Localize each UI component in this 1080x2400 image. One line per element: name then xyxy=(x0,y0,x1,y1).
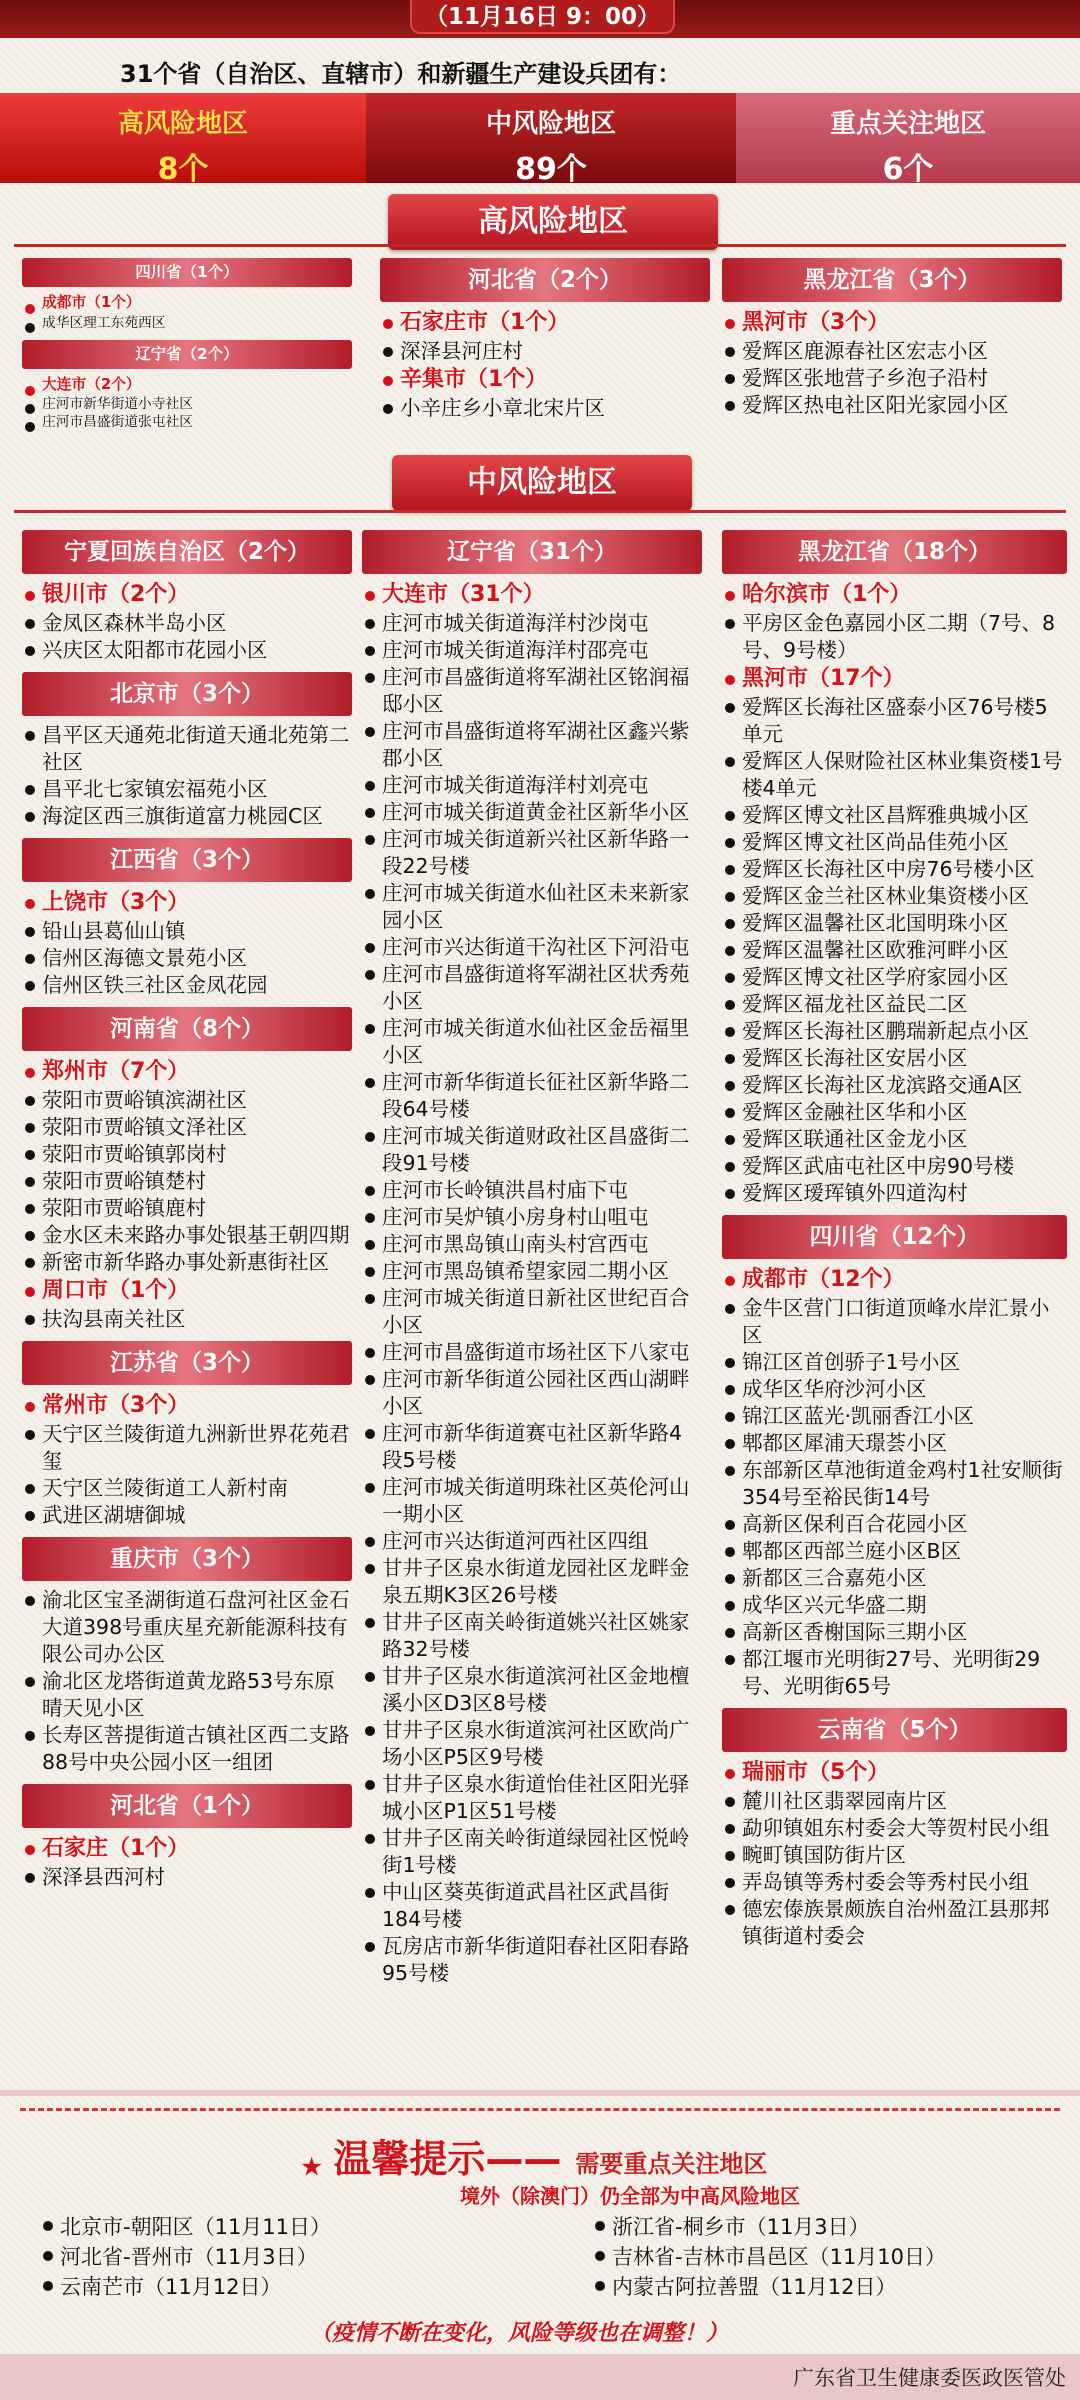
area-item: 甘井子区泉水街道龙园社区龙畔金泉五期K3区26号楼 xyxy=(362,1555,702,1609)
area-item: 天宁区兰陵街道九洲新世界花苑君玺 xyxy=(22,1421,352,1475)
area-item: 庄河市城关街道明珠社区英伦河山一期小区 xyxy=(362,1474,702,1528)
area-item: 庄河市城关街道新兴社区新华路一段22号楼 xyxy=(362,826,702,880)
high-risk-divider xyxy=(14,244,1066,247)
area-item: 信州区铁三社区金凤花园 xyxy=(22,972,352,999)
area-item: 甘井子区泉水街道滨河社区金地檀溪小区D3区8号楼 xyxy=(362,1663,702,1717)
high-risk-summary xyxy=(0,93,366,187)
mid-risk-summary xyxy=(366,93,736,187)
area-item: 新密市新华路办事处新惠街社区 xyxy=(22,1249,352,1276)
overseas-note: 境外（除澳门）仍全部为中高风险地区 xyxy=(460,2184,800,2208)
area-item: 爱辉区人保财险社区林业集资楼1号楼4单元 xyxy=(722,748,1067,802)
high-risk-column-3 xyxy=(722,258,1062,427)
area-item: 爱辉区福龙社区益民二区 xyxy=(722,991,1067,1018)
province-header: 辽宁省（2个） xyxy=(22,340,352,369)
area-item: 爱辉区博文社区学府家园小区 xyxy=(722,964,1067,991)
area-item: 渝北区龙塔街道黄龙路53号东原晴天见小区 xyxy=(22,1668,352,1722)
province-block xyxy=(722,258,1062,419)
area-item: 庄河市兴达街道干沟社区下河沿屯 xyxy=(362,934,702,961)
area-item: 庄河市昌盛街道市场社区下八家屯 xyxy=(362,1339,702,1366)
update-time: （11月16日 9：00） xyxy=(410,0,675,34)
city-name: 成都市（1个） xyxy=(22,293,352,313)
focus-list-left xyxy=(40,2212,580,2302)
area-item: 中山区葵英街道武昌社区武昌街184号楼 xyxy=(362,1879,702,1933)
area-item: 昌平区天通苑北街道天通北苑第二社区 xyxy=(22,722,352,776)
city-name: 郑州市（7个） xyxy=(22,1057,352,1087)
focus-area-count: 6个 xyxy=(882,152,934,187)
area-item: 爱辉区张地营子乡泡子沿村 xyxy=(722,365,1062,392)
area-item: 庄河市新华街道公园社区西山湖畔小区 xyxy=(362,1366,702,1420)
province-header: 黑龙江省（18个） xyxy=(722,530,1067,574)
province-block xyxy=(22,1784,352,1891)
city-name: 石家庄市（1个） xyxy=(380,308,710,338)
area-item: 荥阳市贾峪镇郭岗村 xyxy=(22,1141,352,1168)
mid-risk-column-1 xyxy=(22,530,352,1899)
province-block xyxy=(722,1215,1067,1700)
area-item: 东部新区草池街道金鸡村1社安顺街354号至裕民街14号 xyxy=(722,1457,1067,1511)
tips-title: 温馨提示—— xyxy=(333,2137,562,2181)
area-item: 金水区未来路办事处银基王朝四期 xyxy=(22,1222,352,1249)
area-item: 爱辉区瑷珲镇外四道沟村 xyxy=(722,1180,1067,1207)
area-item: 庄河市新华街道长征社区新华路二段64号楼 xyxy=(362,1069,702,1123)
focus-area-item: 浙江省-桐乡市（11月3日） xyxy=(592,2212,1062,2242)
area-item: 爱辉区长海社区安居小区 xyxy=(722,1045,1067,1072)
area-item: 庄河市黑岛镇希望家园二期小区 xyxy=(362,1258,702,1285)
high-risk-count: 8个 xyxy=(157,152,209,187)
area-item: 庄河市黑岛镇山南头村宫西屯 xyxy=(362,1231,702,1258)
focus-area-summary xyxy=(736,93,1080,187)
high-risk-column-2 xyxy=(380,258,710,430)
focus-area-item: 内蒙古阿拉善盟（11月12日） xyxy=(592,2272,1062,2302)
area-item: 小辛庄乡小章北宋片区 xyxy=(380,395,710,422)
area-item: 荥阳市贾峪镇滨湖社区 xyxy=(22,1087,352,1114)
city-name: 周口市（1个） xyxy=(22,1276,352,1306)
area-item: 庄河市新华街道小寺社区 xyxy=(22,395,352,413)
area-item: 德宏傣族景颇族自治州盈江县那邦镇街道村委会 xyxy=(722,1896,1067,1950)
divider-bar xyxy=(0,2090,1080,2096)
province-block xyxy=(22,672,352,830)
province-block xyxy=(722,1708,1067,1950)
area-item: 庄河市城关街道水仙社区金岳福里小区 xyxy=(362,1015,702,1069)
area-item: 爱辉区金融社区华和小区 xyxy=(722,1099,1067,1126)
area-item: 庄河市长岭镇洪昌村庙下屯 xyxy=(362,1177,702,1204)
province-header: 河北省（1个） xyxy=(22,1784,352,1828)
area-item: 荥阳市贾峪镇文泽社区 xyxy=(22,1114,352,1141)
city-name: 银川市（2个） xyxy=(22,580,352,610)
area-item: 郫都区西部兰庭小区B区 xyxy=(722,1538,1067,1565)
area-item: 庄河市城关街道黄金社区新华小区 xyxy=(362,799,702,826)
province-block xyxy=(22,258,352,332)
area-item: 爱辉区热电社区阳光家园小区 xyxy=(722,392,1062,419)
area-item: 甘井子区泉水街道怡佳社区阳光驿城小区P1区51号楼 xyxy=(362,1771,702,1825)
city-name: 黑河市（3个） xyxy=(722,308,1062,338)
dashed-divider xyxy=(20,2108,1060,2111)
area-item: 爱辉区金兰社区林业集资楼小区 xyxy=(722,883,1067,910)
city-name: 常州市（3个） xyxy=(22,1391,352,1421)
area-item: 郫都区犀浦天璟荟小区 xyxy=(722,1430,1067,1457)
area-item: 庄河市昌盛街道将军湖社区状秀苑小区 xyxy=(362,961,702,1015)
province-block xyxy=(22,1341,352,1529)
mid-risk-count: 89个 xyxy=(515,152,587,187)
province-block xyxy=(380,258,710,422)
province-header: 重庆市（3个） xyxy=(22,1537,352,1581)
mid-risk-divider xyxy=(14,510,1066,513)
province-block xyxy=(362,530,702,1987)
area-item: 新都区三合嘉苑小区 xyxy=(722,1565,1067,1592)
area-item: 都江堰市光明街27号、光明街29号、光明街65号 xyxy=(722,1646,1067,1700)
area-item: 甘井子区南关岭街道绿园社区悦岭街1号楼 xyxy=(362,1825,702,1879)
focus-list-right xyxy=(592,2212,1062,2302)
area-item: 锦江区首创骄子1号小区 xyxy=(722,1349,1067,1376)
focus-area-label: 重点关注地区 xyxy=(829,109,986,139)
area-item: 高新区保利百合花园小区 xyxy=(722,1511,1067,1538)
summary-line: 31个省（自治区、直辖市）和新疆生产建设兵团有： xyxy=(120,60,682,88)
mid-risk-banner: 中风险地区 xyxy=(392,455,692,511)
city-name: 石家庄（1个） xyxy=(22,1834,352,1864)
province-header: 黑龙江省（3个） xyxy=(722,258,1062,302)
area-item: 爱辉区博文社区昌辉雅典城小区 xyxy=(722,802,1067,829)
province-header: 江苏省（3个） xyxy=(22,1341,352,1385)
area-item: 庄河市吴炉镇小房身村山咀屯 xyxy=(362,1204,702,1231)
high-risk-column-1 xyxy=(22,258,352,439)
area-item: 庄河市城关街道日新社区世纪百合小区 xyxy=(362,1285,702,1339)
province-block xyxy=(22,1007,352,1333)
province-block xyxy=(22,1537,352,1776)
high-risk-banner: 高风险地区 xyxy=(388,194,718,250)
area-item: 兴庆区太阳都市花园小区 xyxy=(22,637,352,664)
province-block xyxy=(22,530,352,664)
province-header: 辽宁省（31个） xyxy=(362,530,702,574)
area-item: 畹町镇国防街片区 xyxy=(722,1842,1067,1869)
area-item: 勐卯镇姐东村委会大等贺村民小组 xyxy=(722,1815,1067,1842)
mid-risk-label: 中风险地区 xyxy=(485,109,616,139)
area-item: 荥阳市贾峪镇楚村 xyxy=(22,1168,352,1195)
area-item: 庄河市城关街道海洋村邵亮屯 xyxy=(362,637,702,664)
area-item: 庄河市新华街道赛屯社区新华路4段5号楼 xyxy=(362,1420,702,1474)
area-item: 庄河市昌盛街道将军湖社区鑫兴紫郡小区 xyxy=(362,718,702,772)
province-header: 江西省（3个） xyxy=(22,838,352,882)
city-name: 哈尔滨市（1个） xyxy=(722,580,1067,610)
area-item: 海淀区西三旗街道富力桃园C区 xyxy=(22,803,352,830)
area-item: 高新区香榭国际三期小区 xyxy=(722,1619,1067,1646)
tips-subtitle: 需要重点关注地区 xyxy=(575,2150,768,2178)
province-header: 四川省（12个） xyxy=(722,1215,1067,1259)
area-item: 爱辉区长海社区鹏瑞新起点小区 xyxy=(722,1018,1067,1045)
province-header: 北京市（3个） xyxy=(22,672,352,716)
area-item: 武进区湖塘御城 xyxy=(22,1502,352,1529)
area-item: 庄河市城关街道财政社区昌盛街二段91号楼 xyxy=(362,1123,702,1177)
area-item: 深泽县河庄村 xyxy=(380,338,710,365)
focus-area-item: 河北省-晋州市（11月3日） xyxy=(40,2242,580,2272)
area-item: 爱辉区温馨社区北国明珠小区 xyxy=(722,910,1067,937)
area-item: 荥阳市贾峪镇鹿村 xyxy=(22,1195,352,1222)
area-item: 爱辉区温馨社区欧雅河畔小区 xyxy=(722,937,1067,964)
area-item: 爱辉区鹿源春社区宏志小区 xyxy=(722,338,1062,365)
high-risk-label: 高风险地区 xyxy=(117,109,248,139)
focus-area-item: 吉林省-吉林市昌邑区（11月10日） xyxy=(592,2242,1062,2272)
area-item: 庄河市兴达街道河西社区四组 xyxy=(362,1528,702,1555)
footer-note: （疫情不断在变化，风险等级也在调整！） xyxy=(310,2321,729,2346)
province-header: 四川省（1个） xyxy=(22,258,352,287)
city-name: 大连市（31个） xyxy=(362,580,702,610)
area-item: 金牛区营门口街道顶峰水岸汇景小区 xyxy=(722,1295,1067,1349)
publisher: 广东省卫生健康委医政医管处 xyxy=(793,2366,1066,2390)
area-item: 甘井子区南关岭街道姚兴社区姚家路32号楼 xyxy=(362,1609,702,1663)
area-item: 锦江区蓝光·凯丽香江小区 xyxy=(722,1403,1067,1430)
area-item: 庄河市昌盛街道将军湖社区铭润福邸小区 xyxy=(362,664,702,718)
area-item: 爱辉区长海社区龙滨路交通A区 xyxy=(722,1072,1067,1099)
province-header: 河南省（8个） xyxy=(22,1007,352,1051)
focus-area-item: 北京市-朝阳区（11月11日） xyxy=(40,2212,580,2242)
area-item: 瓦房店市新华街道阳春社区阳春路95号楼 xyxy=(362,1933,702,1987)
city-name: 辛集市（1个） xyxy=(380,365,710,395)
city-name: 上饶市（3个） xyxy=(22,888,352,918)
area-item: 弄岛镇等秀村委会等秀村民小组 xyxy=(722,1869,1067,1896)
star-icon: ★ xyxy=(300,2152,324,2183)
province-header: 河北省（2个） xyxy=(380,258,710,302)
area-item: 昌平北七家镇宏福苑小区 xyxy=(22,776,352,803)
city-name: 瑞丽市（5个） xyxy=(722,1758,1067,1788)
area-item: 成华区理工东苑西区 xyxy=(22,314,352,332)
area-item: 甘井子区泉水街道滨河社区欧尚广场小区P5区9号楼 xyxy=(362,1717,702,1771)
province-block xyxy=(22,838,352,999)
area-item: 金凤区森林半岛小区 xyxy=(22,610,352,637)
area-item: 扶沟县南关社区 xyxy=(22,1306,352,1333)
area-item: 爱辉区联通社区金龙小区 xyxy=(722,1126,1067,1153)
area-item: 铅山县葛仙山镇 xyxy=(22,918,352,945)
city-name: 黑河市（17个） xyxy=(722,664,1067,694)
province-block xyxy=(722,530,1067,1207)
area-item: 爱辉区长海社区盛泰小区76号楼5单元 xyxy=(722,694,1067,748)
mid-risk-column-3 xyxy=(722,530,1067,1958)
area-item: 长寿区菩提街道古镇社区西二支路88号中央公园小区一组团 xyxy=(22,1722,352,1776)
city-name: 成都市（12个） xyxy=(722,1265,1067,1295)
area-item: 爱辉区博文社区尚品佳苑小区 xyxy=(722,829,1067,856)
area-item: 渝北区宝圣湖街道石盘河社区金石大道398号重庆星充新能源科技有限公司办公区 xyxy=(22,1587,352,1668)
area-item: 爱辉区武庙屯社区中房90号楼 xyxy=(722,1153,1067,1180)
area-item: 庄河市城关街道海洋村沙岗屯 xyxy=(362,610,702,637)
area-item: 深泽县西河村 xyxy=(22,1864,352,1891)
area-item: 平房区金色嘉园小区二期（7号、8号、9号楼） xyxy=(722,610,1067,664)
area-item: 庄河市城关街道水仙社区未来新家园小区 xyxy=(362,880,702,934)
area-item: 爱辉区长海社区中房76号楼小区 xyxy=(722,856,1067,883)
area-item: 庄河市城关街道海洋村刘亮屯 xyxy=(362,772,702,799)
area-item: 庄河市昌盛街道张屯社区 xyxy=(22,413,352,431)
area-item: 天宁区兰陵街道工人新村南 xyxy=(22,1475,352,1502)
area-item: 麓川社区翡翠园南片区 xyxy=(722,1788,1067,1815)
focus-area-item: 云南芒市（11月12日） xyxy=(40,2272,580,2302)
province-header: 宁夏回族自治区（2个） xyxy=(22,530,352,574)
province-header: 云南省（5个） xyxy=(722,1708,1067,1752)
mid-risk-column-2 xyxy=(362,530,702,1995)
tips-heading xyxy=(300,2128,767,2183)
area-item: 信州区海德文景苑小区 xyxy=(22,945,352,972)
area-item: 成华区华府沙河小区 xyxy=(722,1376,1067,1403)
city-name: 大连市（2个） xyxy=(22,375,352,395)
province-block xyxy=(22,340,352,432)
area-item: 成华区兴元华盛二期 xyxy=(722,1592,1067,1619)
